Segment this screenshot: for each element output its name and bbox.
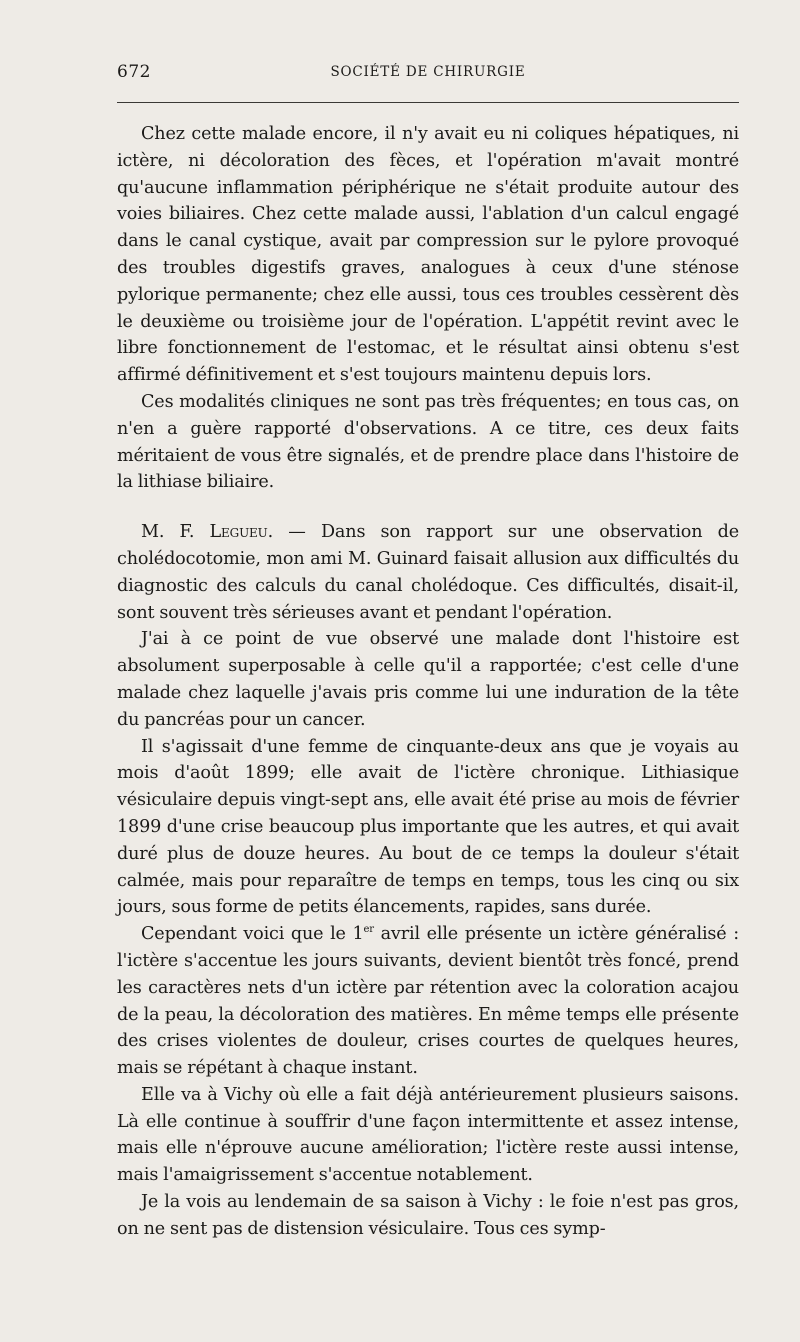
- speaker-name: Legueu: [209, 522, 268, 543]
- header-rule: [117, 102, 739, 103]
- speaker-prefix: M. F.: [141, 522, 210, 543]
- paragraph: J'ai à ce point de vue observé une malade dont l'histoire est absolument superposable à celle qu'il a rapportée; c'est celle d'une malade chez laquelle j'avais pris comme lui une induration de la tête du pancréas pour un cancer.: [117, 629, 739, 730]
- body-text: [117, 121, 739, 1243]
- running-head: [117, 58, 739, 88]
- paragraph: Il s'agissait d'une femme de cinquante-deux ans que je voyais au mois d'août 1899; elle avait de l'ictère chronique. Lithiasique vésiculaire depuis vingt-sept ans, elle avait été prise au mois de février 1899 d'une crise beaucoup plus importante que les autres, et qui avait duré plus de douze heures. Au bout de ce temps la douleur s'était calmée, mais pour reparaître de temps en temps, tous les cinq ou six jours, sous forme de petits élancements, rapides, sans durée.: [117, 736, 739, 918]
- page-number: 672: [117, 62, 151, 82]
- paragraph-text: . — Dans son rapport sur une observation de cholédocotomie, mon ami M. Guinard faisait allusion aux difficultés du diagnostic des calculs du canal cholédoque. Ces difficultés, disait-il, sont souvent très sérieuses avant et pendant l'opération.: [117, 522, 740, 623]
- ordinal-superscript: er: [363, 924, 374, 936]
- paragraph-text: avril elle présente un ictère généralisé : l'ictère s'accentue les jours suivants, devient bientôt très foncé, prend les caractères nets d'un ictère par rétention avec la coloration acajou de la peau, la décoloration des matières. En même temps elle présente des crises violentes de douleur, crises courtes de quelques heures, mais se répétant à chaque instant.: [117, 924, 740, 1079]
- page: [117, 58, 739, 1243]
- paragraph: Chez cette malade encore, il n'y avait eu ni coliques hépatiques, ni ictère, ni décoloration des fèces, et l'opération m'avait montré qu'aucune inflammation périphérique ne s'était produite autour des voies biliaires. Chez cette malade aussi, l'ablation d'un calcul engagé dans le canal cystique, avait par compression sur le pylore provoqué des troubles digestifs graves, analogues à ceux d'une sténose pylorique permanente; chez elle aussi, tous ces troubles cessèrent dès le deuxième ou troisième jour de l'opération. L'appétit revint avec le libre fonctionnement de l'estomac, et le résultat ainsi obtenu s'est affirmé définitivement et s'est toujours maintenu depuis lors.: [117, 124, 739, 386]
- paragraph: Je la vois au lendemain de sa saison à Vichy : le foie n'est pas gros, on ne sent pas de distension vésiculaire. Tous ces symp-: [117, 1192, 739, 1239]
- paragraph: Elle va à Vichy où elle a fait déjà antérieurement plusieurs saisons. Là elle continue à souffrir d'une façon intermittente et assez intense, mais elle n'éprouve aucune amélioration; l'ictère reste aussi intense, mais l'amaigrissement s'accentue notablement.: [117, 1084, 739, 1186]
- paragraph-text: Cependant voici que le 1: [141, 924, 364, 945]
- paragraph: Ces modalités cliniques ne sont pas très fréquentes; en tous cas, on n'en a guère rapporté d'observations. A ce titre, ces deux faits méritaient de vous être signalés, et de prendre place dans l'histoire de la lithiase biliaire.: [117, 391, 739, 493]
- journal-title: SOCIÉTÉ DE CHIRURGIE: [330, 64, 526, 80]
- paragraph-legueu: [117, 519, 739, 626]
- paragraph: [117, 921, 739, 1082]
